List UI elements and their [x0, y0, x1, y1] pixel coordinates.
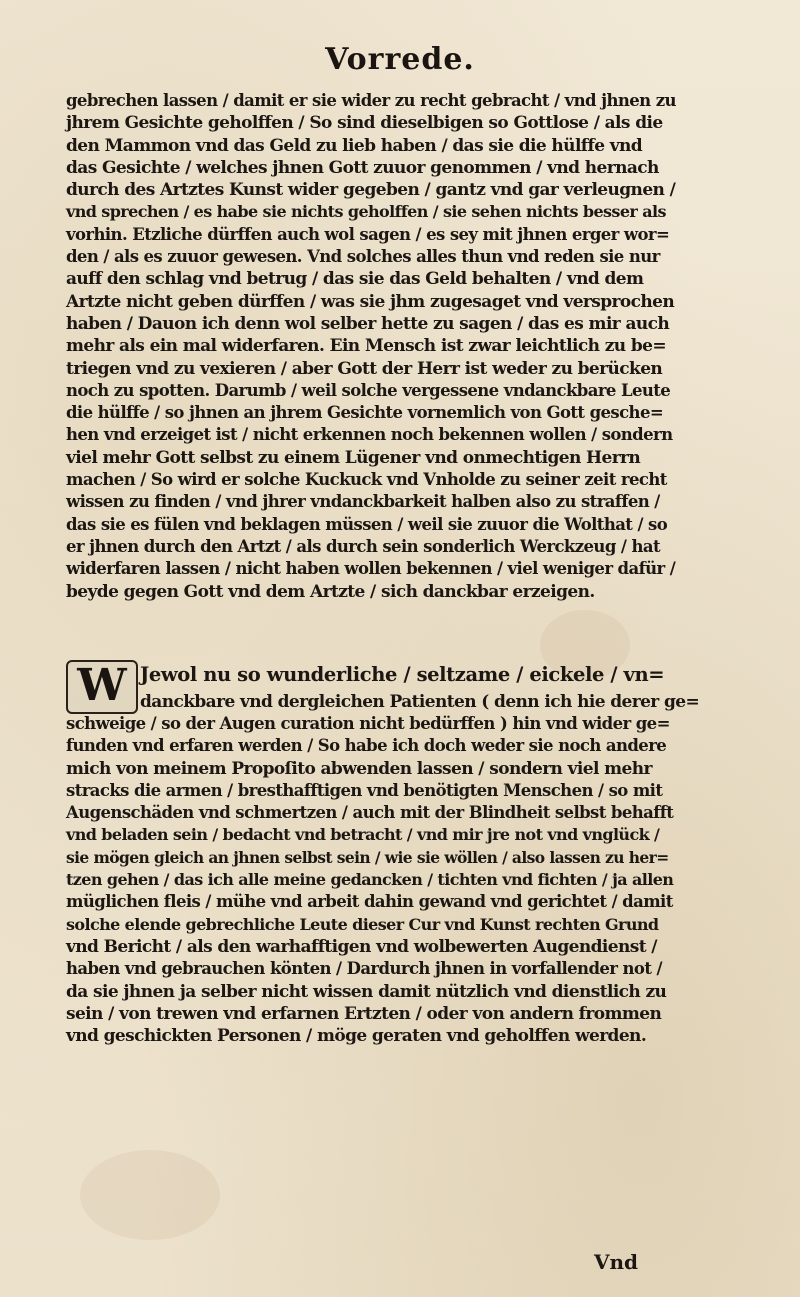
text-line: funden vnd erfaren werden / So habe ich doch weder sie noch andere: [66, 736, 667, 756]
text-line: das sie es fülen vnd beklagen müssen / weil sie zuuor die Wolthat / so: [66, 514, 668, 534]
text-line: da sie jhnen ja selber nicht wissen damit nützlich vnd dienstlich zu: [66, 981, 667, 1002]
text-line: solche elende gebrechliche Leute dieser Cur vnd Kunst rechten Grund: [66, 914, 659, 934]
text-line: sein / von trewen vnd erfarnen Ertzten / oder von andern frommen: [66, 1003, 662, 1024]
text-line: vnd Bericht / als den warhafftigen vnd wolbewerten Augendienst /: [66, 936, 657, 957]
text-line: machen / So wird er solche Kuckuck vnd Vnholde zu seiner zeit recht: [66, 470, 667, 490]
text-line: mich von meinem Propoſito abwenden lassen / sondern viel mehr: [66, 758, 652, 779]
text-line: den / als es zuuor gewesen. Vnd solches alles thun vnd reden sie nur: [66, 247, 660, 267]
text-line: danckbare vnd dergleichen Patienten ( denn ich hie derer ge=: [140, 692, 700, 712]
text-line: die hülffe / so jhnen an jhrem Gesichte vornemlich von Gott gesche=: [66, 403, 664, 423]
text-line: Augenschäden vnd schmertzen / auch mit der Blindheit selbst behafft: [66, 803, 674, 823]
text-line: Artzte nicht geben dürffen / was sie jhm zugesaget vnd versprochen: [66, 291, 675, 312]
text-line: gebrechen lassen / damit er sie wider zu recht gebracht / vnd jhnen zu: [66, 91, 676, 110]
text-line: er jhnen durch den Artzt / als durch sein sonderlich Werckzeug / hat: [66, 536, 660, 556]
text-line: tzen gehen / das ich alle meine gedancken / tichten vnd fichten / ja allen: [66, 870, 674, 890]
text-line: haben / Dauon ich denn wol selber hette zu sagen / das es mir auch: [66, 313, 670, 334]
text-line: hen vnd erzeiget ist / nicht erkennen noch bekennen wollen / sondern: [66, 425, 673, 445]
opening-line: Jewol nu so wunderliche / seltzame / eickele / vn=: [140, 663, 665, 686]
text-line: sie mögen gleich an jhnen selbst sein / wie sie wöllen / also lassen zu her=: [66, 847, 669, 867]
text-line: jhrem Gesichte geholffen / So sind dieselbigen so Gottlose / als die: [66, 113, 663, 134]
text-line: noch zu spotten. Darumb / weil solche vergessene vndanckbare Leute: [66, 380, 671, 400]
text-line: widerfaren lassen / nicht haben wollen bekennen / viel weniger dafür /: [66, 559, 676, 579]
decorated-initial: W: [66, 660, 138, 714]
text-line: vorhin. Etzliche dürffen auch wol sagen / es sey mit jhnen erger wor=: [66, 224, 670, 244]
text-line: durch des Artztes Kunst wider gegeben / gantz vnd gar verleugnen /: [66, 180, 676, 201]
page-header: Vorrede.: [325, 42, 475, 77]
text-line: vnd sprechen / es habe sie nichts geholffen / sie sehen nichts besser als: [66, 202, 666, 222]
paper-stain: [80, 1150, 220, 1240]
text-line: beyde gegen Gott vnd dem Artzte / sich danckbar erzeigen.: [66, 581, 595, 602]
text-line: den Mammon vnd das Geld zu lieb haben / das sie die hülffe vnd: [66, 135, 643, 156]
catchword: Vnd: [594, 1250, 639, 1274]
text-line: haben vnd gebrauchen könten / Dardurch jhnen in vorfallender not /: [66, 959, 662, 979]
text-line: viel mehr Gott selbst zu einem Lügener vnd onmechtigen Herrn: [66, 447, 641, 468]
text-line: vnd beladen sein / bedacht vnd betracht / vnd mir jre not vnd vnglück /: [66, 825, 660, 845]
text-line: wissen zu finden / vnd jhrer vndanckbarkeit halben also zu straffen /: [66, 492, 660, 512]
text-line: schweige / so der Augen curation nicht bedürffen ) hin vnd wider ge=: [66, 714, 670, 733]
text-line: müglichen fleis / mühe vnd arbeit dahin gewand vnd gerichtet / damit: [66, 892, 673, 912]
paragraph-1: [66, 90, 676, 603]
text-line: auff den schlag vnd betrug / das sie das Geld behalten / vnd dem: [66, 269, 644, 290]
text-line: vnd geschickten Personen / möge geraten vnd geholffen werden.: [66, 1026, 647, 1047]
text-line: triegen vnd zu vexieren / aber Gott der Herr ist weder zu berücken: [66, 358, 663, 379]
text-line: das Gesichte / welches jhnen Gott zuuor genommen / vnd hernach: [66, 157, 659, 178]
text-line: stracks die armen / bresthafftigen vnd benötigten Menschen / so mit: [66, 780, 663, 800]
text-line: mehr als ein mal widerfaren. Ein Mensch ist zwar leichtlich zu be=: [66, 336, 666, 357]
